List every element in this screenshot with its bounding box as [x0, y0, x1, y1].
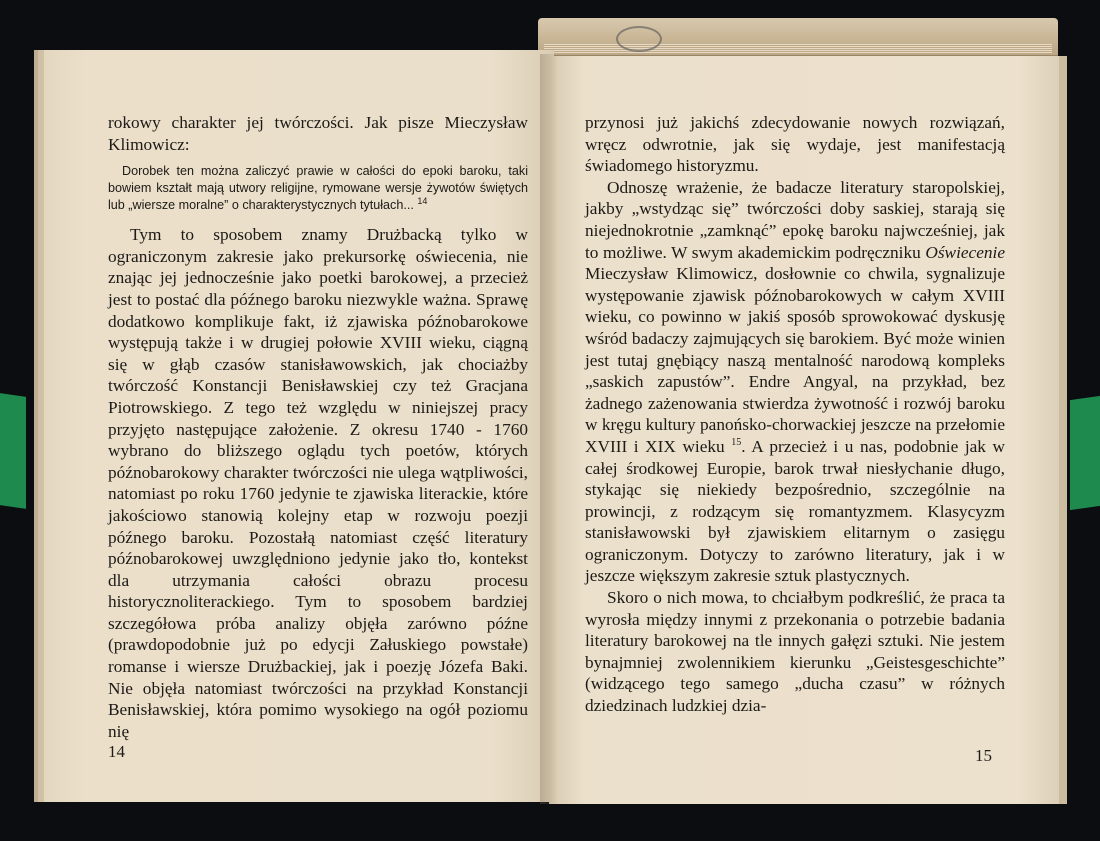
page-number-left: 14 — [108, 742, 125, 761]
footnote-ref: 14 — [417, 196, 428, 206]
paragraph-2-start: Odnoszę wrażenie, że badacze literatury staropolskiej, jakby „wstydząc się” twórczości doby saskiej, starają się niejednokrotnie „zamknąć” epokę baroku najwcześniej, jak to możliwe. W swym akademickim podręczniku — [585, 177, 1005, 262]
paragraph-2 — [585, 177, 1005, 587]
footnote-ref: 15 — [731, 437, 742, 449]
page-number-right: 15 — [975, 746, 992, 765]
right-page-text — [585, 112, 1005, 717]
paragraph-1: przynosi już jakichś zdecydowanie nowych rozwiązań, wręcz odwrotnie, jak się wydaje, jest manifestacją świadomego historyzmu. — [585, 113, 1005, 176]
paragraph-3: Skoro o nich mowa, to chciałbym podkreślić, że praca ta wyrosła między innymi z przekonania o potrzebie badania literatury barokowej na tle innych gałęzi sztuki. Nie jestem bynajmniej zwolennikiem kierunku „Geistesgeschichte” (widzącego tego samego „ducha czasu” w różnych dziedzinach ludzkiej dzia- — [585, 588, 1005, 716]
intro-paragraph: rokowy charakter jej twórczości. Jak pisze Mieczysław Klimowicz: — [108, 113, 528, 154]
library-stamp — [616, 26, 662, 52]
block-quote — [108, 163, 528, 214]
green-bookmark-right — [1070, 396, 1100, 510]
paragraph-2-end: . A przecież i u nas, podobnie jak w całej środkowej Europie, barok trwał niesłychanie długo, stykając się niekiedy bezpośrednio, szczególnie na prowincji, z rodzącym się romantyzmem. Klasycyzm stanisławowski był zjawiskiem elitarnym o zasięgu ograniczonym. Dotyczy to zarówno literatury, jak i w jeszcze większym zakresie sztuk plastycznych. — [585, 436, 1006, 586]
quote-text: Dorobek ten można zaliczyć prawie w całości do epoki baroku, taki bowiem kształt mają utwory religijne, rymowane wersje żywotów świętych lub „wiersze moralne” o charakterystycznych tytułach... — [108, 164, 528, 213]
book-gutter — [540, 54, 558, 804]
green-bookmark-left — [0, 393, 26, 509]
body-paragraph: Tym to sposobem znamy Drużbacką tylko w ograniczonym zakresie jako prekursorkę oświecenia, nie znając jej jednocześnie jako poetki barokowej, a przecież jest to postać dla późnego baroku niezwykle ważna. Sprawę dodatkowo komplikuje fakt, iż zjawiska późnobarokowe występują także i w drugiej połowie XVIII wieku, ciągną się w głąb czasów stanisławowskich, jak chociażby twórczość Konstancji Benisławskiej czy też Gracjana Piotrowskiego. Z tego też względu w niniejszej pracy przyjęto następujące założenie. Z okresu 1740 - 1760 wybrano do bliższego oglądu tych poetów, których późnobarokowy charakter twórczości nie ulega wątpliwości, natomiast po roku 1760 jedynie te zjawiska literackie, które jakościowo stanowią kolejny etap w rozwoju poezji późnego baroku. Pozostałą natomiast część literatury późnobarokowej uwzględniono jedynie jako tło, kontekst dla utrzymania całości obrazu procesu historycznoliterackiego. Tym to sposobem bardziej szczegółowa próba analizy objęła zarówno późne (prawdopodobnie już po edycji Załuskiego powstałe) romanse i wiersze Drużbackiej, jak i poezję Józefa Baki. Nie objęła natomiast twórczości na przykład Konstancji Benisławskiej, która pomimo wysokiego na ogół poziomu nię — [108, 225, 528, 741]
book-title: Oświecenie — [925, 242, 1005, 262]
paragraph-2-middle: Mieczysław Klimowicz, dosłownie co chwila, sygnalizuje występowanie zjawisk późnobarokowych w całym XVIII wieku, co powinno w jakiś sposób sprowokować dyskusję wśród badaczy zajmujących się barokiem. Być może winien jest tutaj gnębiący naszą mentalność narodową kompleks „saskich zapustów”. Endre Angyal, na przykład, bez żadnego zażenowania stwierdza żywotność i rozwój baroku w kręgu kultury panońsko-chorwackiej jeszcze na przełomie XVIII i XIX wieku — [585, 264, 1005, 456]
left-page-text — [108, 112, 528, 742]
